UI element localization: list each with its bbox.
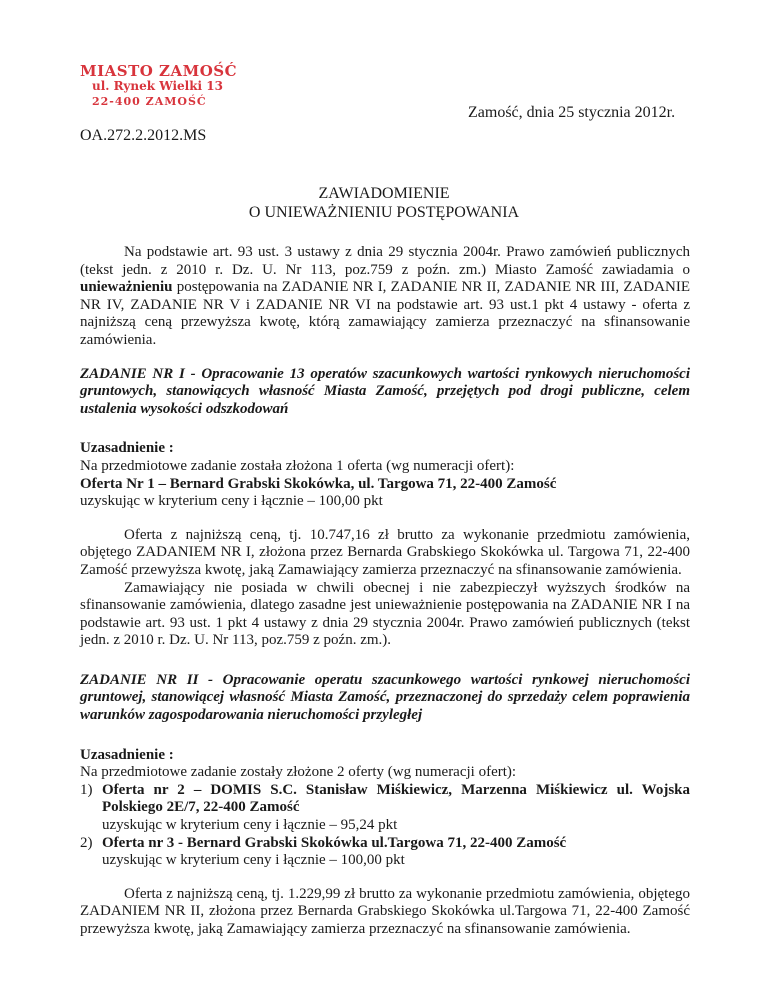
list-number: 1) bbox=[80, 781, 93, 798]
intro-text-2: postępowania na ZADANIE NR I, ZADANIE NR II, ZADANIE NR III, ZADANIE NR IV, ZADANIE NR V i ZADANIE NR VI na podstawie art. 93 ust.1 pkt 4 ustawy - oferta z najniższą ceną przewyższa kwotę, którą zamawiający zamierza przeznaczyć na sfinansowanie zamówienia. bbox=[80, 279, 690, 348]
intro-emphasis: unieważnieniu bbox=[80, 279, 173, 296]
task1-justification-label: Uzasadnienie : bbox=[80, 440, 174, 457]
document-title bbox=[0, 184, 768, 222]
title-line-1: ZAWIADOMIENIE bbox=[318, 185, 450, 202]
stamp-line-city: MIASTO ZAMOŚĆ bbox=[80, 62, 238, 80]
task2-paragraph-1: Oferta z najniższą ceną, tj. 1.229,99 zł brutto za wykonanie przedmiotu zamówienia, objętego ZADANIEM NR II, złożona przez Bernarda Grabskiego Skokówka ul.Targowa 71, 22-400 Zamość przewyższa kwotę, jaką Zamawiający zamierza przeznaczyć na sfinansowanie zamówienia. bbox=[80, 885, 690, 937]
task2-justification-label: Uzasadnienie : bbox=[80, 746, 174, 763]
task1-paragraph-2: Zamawiający nie posiada w chwili obecnej i nie zabezpieczył wyższych środków na sfinansowanie zamówienia, dlatego zasadne jest unieważnienie postępowania na ZADANIE NR I na podstawie art. 93 ust. 1 pkt 4 ustawy z dnia 29 stycznia 2004r. Prawo zamówień publicznych (tekst jedn. z 2010 r. Dz. U. Nr 113, poz.759 z poźn. zm.). bbox=[80, 579, 690, 649]
task1-score: uzyskując w kryterium ceny i łącznie – 100,00 pkt bbox=[80, 493, 383, 510]
intro-paragraph bbox=[80, 244, 690, 350]
stamp-line-street: ul. Rynek Wielki 13 bbox=[92, 79, 223, 93]
task2-offer-score: uzyskując w kryterium ceny i łącznie – 100,00 pkt bbox=[102, 852, 405, 869]
document-date: Zamość, dnia 25 stycznia 2012r. bbox=[468, 104, 676, 121]
city-stamp bbox=[80, 64, 237, 109]
title-line-2: O UNIEWAŻNIENIU POSTĘPOWANIA bbox=[248, 204, 520, 221]
reference-number: OA.272.2.2012.MS bbox=[80, 127, 207, 144]
task2-offer-item bbox=[80, 782, 690, 835]
task2-offer-name: Oferta nr 2 – DOMIS S.C. Stanisław Miśkiewicz, Marzenna Miśkiewicz ul. Wojska Polskiego 2E/7, 22-400 Zamość bbox=[102, 781, 690, 816]
task1-offer: Oferta Nr 1 – Bernard Grabski Skokówka, ul. Targowa 71, 22-400 Zamość bbox=[80, 475, 557, 492]
task2-offer-score: uzyskując w kryterium ceny i łącznie – 95,24 pkt bbox=[102, 817, 398, 834]
intro-text-1: Na podstawie art. 93 ust. 3 ustawy z dnia 29 stycznia 2004r. Prawo zamówień publicznych (tekst jedn. z 2010 r. Dz. U. Nr 113, poz.759 z poźn. zm.) Miasto Zamość zawiadamia o bbox=[80, 244, 690, 278]
document-body bbox=[80, 244, 690, 939]
task2-offer-item bbox=[80, 835, 690, 870]
stamp-line-postal: 22-400 ZAMOŚĆ bbox=[92, 95, 207, 108]
task2-offer-name: Oferta nr 3 - Bernard Grabski Skokówka ul.Targowa 71, 22-400 Zamość bbox=[102, 834, 567, 851]
task2-submitted: Na przedmiotowe zadanie zostały złożone 2 oferty (wg numeracji ofert): bbox=[80, 764, 517, 781]
list-number: 2) bbox=[80, 834, 93, 851]
task1-submitted: Na przedmiotowe zadanie została złożona 1 oferta (wg numeracji ofert): bbox=[80, 457, 515, 474]
task1-heading: ZADANIE NR I - Opracowanie 13 operatów szacunkowych wartości rynkowych nieruchomości gruntowych, stanowiących własność Miasta Zamość, przejętych pod drogi publiczne, celem ustalenia wysokości odszkodowań bbox=[80, 365, 690, 417]
task2-heading: ZADANIE NR II - Opracowanie operatu szacunkowego wartości rynkowej nieruchomości gruntowej, stanowiącej własność Miasta Zamość, przeznaczonej do sprzedaży celem poprawienia warunków zagospodarowania nieruchomości przyległej bbox=[80, 671, 690, 724]
task1-paragraph-1: Oferta z najniższą ceną, tj. 10.747,16 zł brutto za wykonanie przedmiotu zamówienia, objętego ZADANIEM NR I, złożona przez Bernarda Grabskiego Skokówka ul. Targowa 71, 22-400 Zamość przewyższa kwotę, jaką Zamawiający zamierza przeznaczyć na sfinansowanie zamówienia. bbox=[80, 526, 690, 578]
